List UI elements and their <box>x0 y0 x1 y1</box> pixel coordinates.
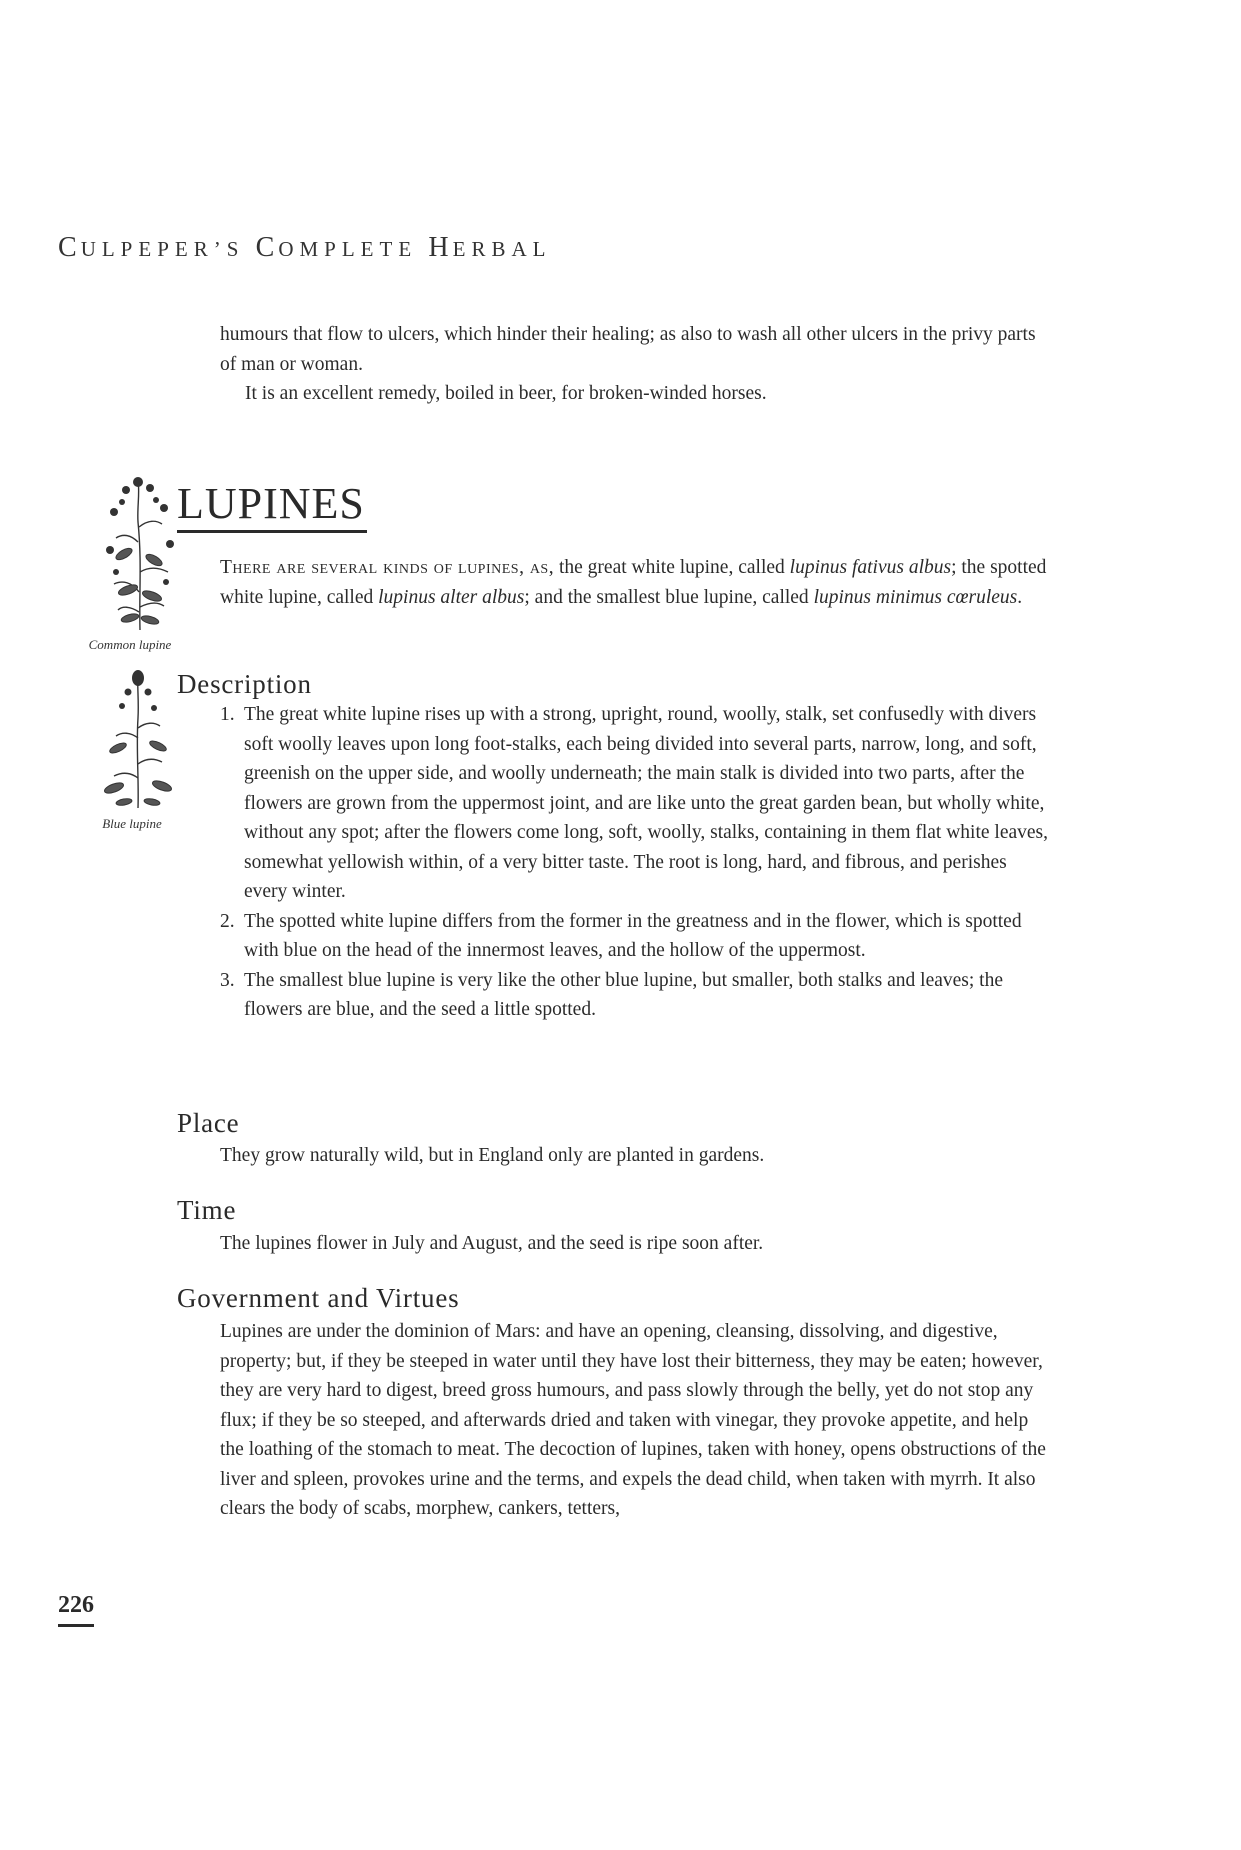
list-item: 2. The spotted white lupine differs from the former in the greatness and in the flower, which is spotted with blue on the head of the innermost leaves, and the hollow of the uppermost. <box>220 910 1022 961</box>
continuation-text <box>220 320 1050 409</box>
page-number: 226 <box>58 1590 94 1627</box>
continuation-paragraph-2: It is an excellent remedy, boiled in beer, for broken-winded horses. <box>245 383 767 404</box>
list-item: 3. The smallest blue lupine is very like the other blue lupine, but smaller, both stalks and leaves; the flowers are blue, and the seed a little spotted. <box>220 969 1003 1020</box>
virtues-heading: Government and Virtues <box>177 1283 460 1313</box>
description-body <box>220 700 1050 1025</box>
running-head: CULPEPER’S COMPLETE HERBAL <box>58 232 552 263</box>
place-heading: Place <box>177 1108 240 1138</box>
intro-paragraph: There are several kinds of lupines, as, the great white lupine, called lupinus fativus albus; the spotted white lupine, called lupinus alter albus; and the smallest blue lupine, called lupinus minimus cœruleus. <box>220 557 1047 608</box>
time-text: The lupines flower in July and August, and the seed is ripe soon after. <box>220 1233 764 1254</box>
time-heading: Time <box>177 1195 237 1225</box>
blue-lupine-caption: Blue lupine <box>102 816 162 831</box>
blue-lupine-illustration <box>98 668 178 810</box>
common-lupine-illustration <box>92 472 188 632</box>
virtues-body <box>220 1317 1050 1524</box>
virtues-text: Lupines are under the dominion of Mars: and have an opening, cleansing, dissolving, and digestive, property; but, if they be steeped in water until they have lost their bitterness, they may be eaten; however, they are very hard to digest, breed gross humours, and pass slowly through the belly, yet do not stop any flux; if they be so steeped, and afterwards dried and taken with vinegar, they provoke appetite, and help the loathing of the stomach to meat. The decoction of lupines, taken with honey, opens obstructions of the liver and spleen, provokes urine and the terms, and expels the dead child, when taken with myrrh. It also clears the body of scabs, morphew, cankers, tetters, <box>220 1321 1046 1519</box>
time-body <box>220 1229 1050 1259</box>
list-item: 1. The great white lupine rises up with a strong, upright, round, woolly, stalk, set confusedly with divers soft woolly leaves upon long foot-stalks, each being divided into several parts, narrow, long, and soft, greenish on the upper side, and woolly underneath; the main stalk is divided into two parts, after the flowers are grown from the uppermost joint, and are like unto the great garden bean, but wholly white, without any spot; after the flowers come long, soft, woolly, stalks, containing in them flat white leaves, somewhat yellowish within, of a very bitter taste. The root is long, hard, and fibrous, and perishes every winter. <box>220 704 1049 902</box>
description-list <box>220 700 1050 1025</box>
entry-intro <box>220 553 1050 612</box>
continuation-paragraph-1: humours that flow to ulcers, which hinder their healing; as also to wash all other ulcers in the privy parts of man or woman. <box>220 324 1036 375</box>
entry-title: LUPINES <box>177 478 367 533</box>
place-text: They grow naturally wild, but in England only are planted in gardens. <box>220 1145 765 1166</box>
description-heading: Description <box>177 669 312 699</box>
common-lupine-caption: Common lupine <box>88 637 172 652</box>
place-body <box>220 1141 1050 1171</box>
